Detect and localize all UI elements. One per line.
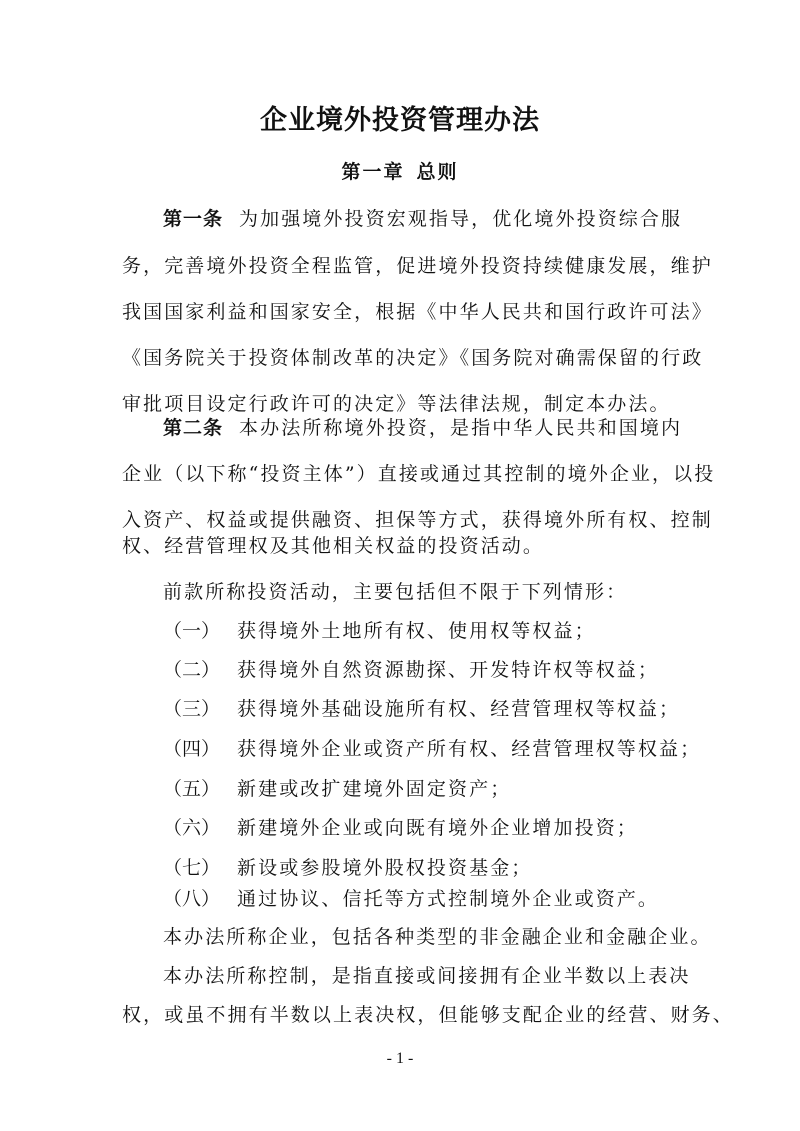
- control-definition-line-2: 权，或虽不拥有半数以上表决权，但能够支配企业的经营、财务、: [122, 1004, 734, 1026]
- article-2-text: 本办法所称境外投资，是指中华人民共和国境内: [239, 417, 683, 439]
- list-item-text: 通过协议、信托等方式控制境外企业或资产。: [237, 888, 660, 910]
- article-2-line-3: 入资产、权益或提供融资、担保等方式，获得境外所有权、控制: [122, 509, 713, 531]
- list-item-number: （二）: [163, 659, 221, 681]
- list-item-number: （八）: [163, 888, 221, 910]
- control-definition-line-1: 本办法所称控制，是指直接或间接拥有企业半数以上表决: [163, 965, 691, 987]
- article-2-label: 第二条: [163, 417, 224, 439]
- article-1-line-1: [163, 205, 683, 233]
- list-item: [163, 695, 683, 723]
- list-item-number: （四）: [163, 738, 221, 760]
- page-number: - 1 -: [386, 1050, 414, 1067]
- list-item-text: 新设或参股境外股权投资基金；: [237, 857, 533, 879]
- list-item-text: 新建境外企业或向既有境外企业增加投资；: [237, 817, 638, 839]
- list-item: [163, 814, 683, 842]
- article-1-line-2: 务，完善境外投资全程监管，促进境外投资持续健康发展，维护: [122, 255, 713, 277]
- article-1-text: 为加强境外投资宏观指导，优化境外投资综合服: [239, 208, 683, 230]
- article-2-line-2: 企业（以下称“投资主体”）直接或通过其控制的境外企业，以投: [122, 463, 716, 485]
- article-2-line-1: [163, 414, 683, 442]
- enterprise-definition: 本办法所称企业，包括各种类型的非金融企业和金融企业。: [163, 926, 712, 948]
- list-item: [163, 775, 683, 803]
- list-item: [163, 854, 683, 882]
- list-item-text: 获得境外企业或资产所有权、经营管理权等权益；: [237, 738, 702, 760]
- chapter-name: 总则: [416, 161, 459, 183]
- document-title: 企业境外投资管理办法: [260, 105, 540, 136]
- list-item-number: （五）: [163, 778, 221, 800]
- chapter-heading: [0, 158, 800, 186]
- article-1-line-4: 《国务院关于投资体制改革的决定》《国务院对确需保留的行政: [122, 347, 704, 369]
- article-1-line-5: 审批项目设定行政许可的决定》等法律法规，制定本办法。: [122, 393, 671, 415]
- list-item: [163, 735, 702, 763]
- list-item-text: 新建或改扩建境外固定资产；: [237, 778, 512, 800]
- list-item-text: 获得境外土地所有权、使用权等权益；: [237, 620, 596, 642]
- list-item-number: （六）: [163, 817, 221, 839]
- list-item: [163, 885, 683, 913]
- list-item-number: （三）: [163, 698, 221, 720]
- article-2-line-4: 权、经营管理权及其他相关权益的投资活动。: [122, 535, 545, 557]
- list-item-number: （一）: [163, 620, 221, 642]
- list-item-number: （七）: [163, 857, 221, 879]
- activities-intro: 前款所称投资活动，主要包括但不限于下列情形：: [163, 581, 628, 603]
- chapter-label: 第一章: [341, 161, 405, 183]
- list-item: [163, 656, 683, 684]
- list-item-text: 获得境外基础设施所有权、经营管理权等权益；: [237, 698, 681, 720]
- list-item-text: 获得境外自然资源勘探、开发特许权等权益；: [237, 659, 660, 681]
- article-1-label: 第一条: [163, 208, 224, 230]
- article-1-line-3: 我国国家利益和国家安全，根据《中华人民共和国行政许可法》: [122, 301, 713, 323]
- list-item: [163, 617, 683, 645]
